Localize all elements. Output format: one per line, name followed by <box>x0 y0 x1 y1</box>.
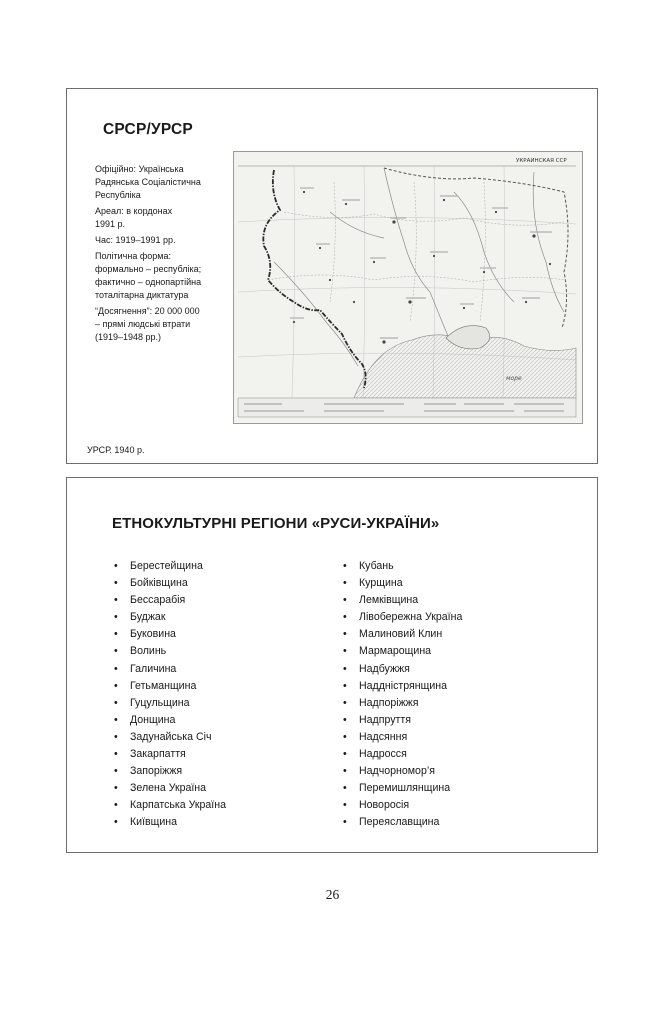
list-item: • Перемишлянщина <box>343 780 462 797</box>
info-political-form: Політична форма: формально – республіка; фактично – однопартійна тоталітарна диктатура <box>95 251 202 300</box>
list-item: • Надбужжя <box>343 661 462 678</box>
regions-list-right <box>343 558 462 832</box>
list-item: • Донщина <box>114 712 226 729</box>
list-item: • Карпатська Україна <box>114 797 226 814</box>
slide-ussr-ukrssr <box>66 88 598 464</box>
list-item: • Кубань <box>343 558 462 575</box>
slide-title: ЕТНОКУЛЬТУРНІ РЕГІОНИ «РУСИ-УКРАЇНИ» <box>112 515 440 532</box>
list-item: • Гетьманщина <box>114 678 226 695</box>
list-item: • Надсяння <box>343 729 462 746</box>
info-losses: “Досягнення”: 20 000 000 – прямі людські втрати (1919–1948 рр.) <box>95 305 200 342</box>
map-ukrssr-1940 <box>233 151 583 424</box>
info-block <box>95 163 235 347</box>
list-item: • Надросся <box>343 746 462 763</box>
list-item: • Лемківщина <box>343 592 462 609</box>
info-area: Ареал: в кордонах 1991 р. <box>95 205 173 229</box>
list-item: • Задунайська Січ <box>114 729 226 746</box>
list-item: • Надпоріжжя <box>343 695 462 712</box>
list-item: • Малиновий Клин <box>343 626 462 643</box>
map-caption: УРСР. 1940 р. <box>87 445 145 455</box>
list-item: • Берестейщина <box>114 558 226 575</box>
map-header: УКРАИНСКАЯ ССР <box>516 158 567 164</box>
list-item: • Новоросія <box>343 797 462 814</box>
list-item: • Переяславщина <box>343 814 462 831</box>
list-item: • Надпруття <box>343 712 462 729</box>
info-official-name: Офіційно: Українська Радянська Соціалістична Республіка <box>95 164 201 200</box>
regions-list-left <box>114 558 226 832</box>
list-item: • Буковина <box>114 626 226 643</box>
list-item: • Зелена Україна <box>114 780 226 797</box>
list-item: • Гуцульщина <box>114 695 226 712</box>
info-period: Час: 1919–1991 рр. <box>95 234 176 245</box>
list-item: • Курщина <box>343 575 462 592</box>
list-item: • Київщина <box>114 814 226 831</box>
list-item: • Мармарощина <box>343 643 462 660</box>
slide-title: СРСР/УРСР <box>103 121 193 138</box>
page-number: 26 <box>325 887 340 902</box>
list-item: • Бойківщина <box>114 575 226 592</box>
map-sea-label: море <box>506 375 522 382</box>
slide-ethnocultural-regions <box>66 477 598 853</box>
list-item: • Волинь <box>114 643 226 660</box>
list-item: • Бессарабія <box>114 592 226 609</box>
list-item: • Закарпаття <box>114 746 226 763</box>
list-item: • Надчорномор’я <box>343 763 462 780</box>
list-item: • Буджак <box>114 609 226 626</box>
list-item: • Запоріжжя <box>114 763 226 780</box>
list-item: • Галичина <box>114 661 226 678</box>
list-item: • Наддністрянщина <box>343 678 462 695</box>
list-item: • Лівобережна Україна <box>343 609 462 626</box>
